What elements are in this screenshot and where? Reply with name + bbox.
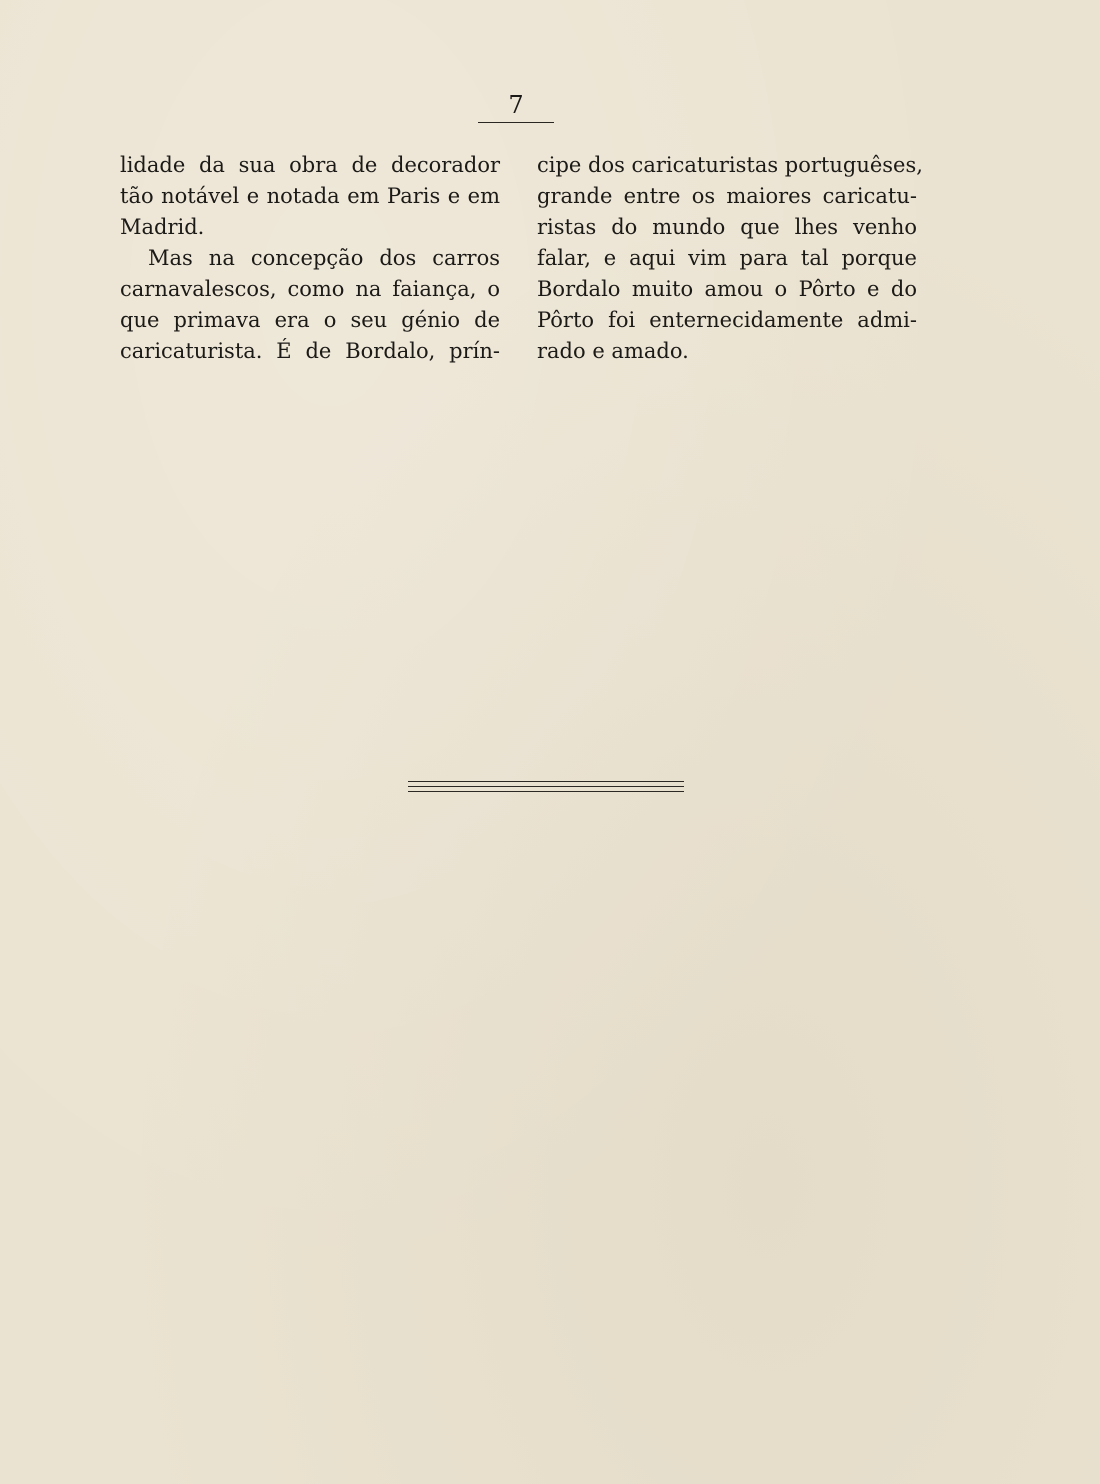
page-number-rule — [478, 122, 554, 123]
text-line: carnavalescos, como na faiança, o — [120, 277, 500, 301]
right-column — [537, 150, 923, 367]
text-line: cipe dos caricaturistas portuguêses, — [537, 153, 923, 177]
left-column — [120, 150, 500, 367]
divider-rule — [408, 781, 684, 782]
text-line: lidade da sua obra de decorador — [120, 153, 500, 177]
text-line: falar, e aqui vim para tal porque — [537, 246, 917, 270]
text-line: grande entre os maiores caricatu- — [537, 184, 917, 208]
divider-rule — [408, 791, 684, 792]
text-line: Pôrto foi enternecidamente admi- — [537, 308, 917, 332]
divider-rule — [408, 786, 684, 787]
text-line: caricaturista. É de Bordalo, prín- — [120, 339, 500, 363]
text-line: ristas do mundo que lhes venho — [537, 215, 917, 239]
text-line: Mas na concepção dos carros — [148, 246, 500, 270]
text-line: Madrid. — [120, 215, 205, 239]
text-line: tão notável e notada em Paris e em — [120, 184, 500, 208]
page-number: 7 — [508, 91, 524, 119]
section-divider — [408, 781, 684, 796]
text-line: rado e amado. — [537, 339, 689, 363]
text-line: que primava era o seu génio de — [120, 308, 500, 332]
text-line: Bordalo muito amou o Pôrto e do — [537, 277, 917, 301]
